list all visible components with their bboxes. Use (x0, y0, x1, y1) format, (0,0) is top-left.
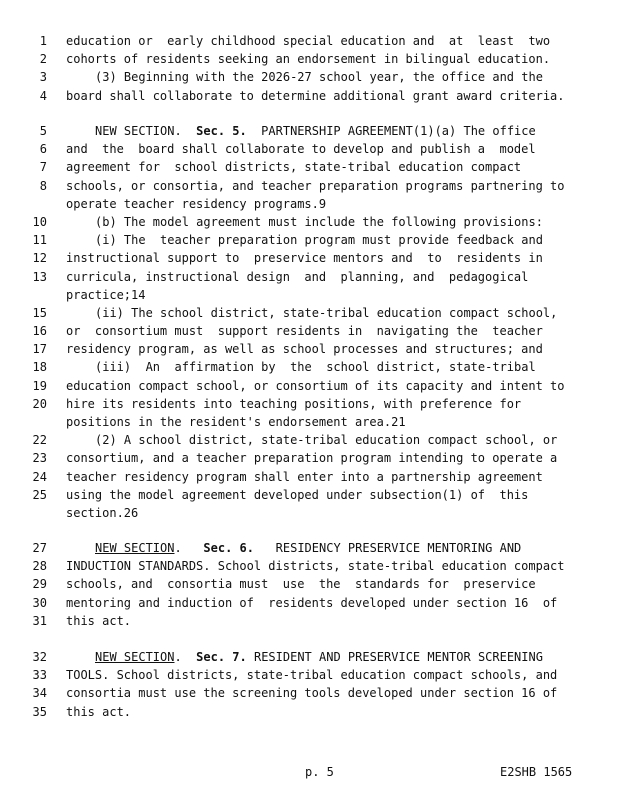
line-text: practice;14 (66, 287, 146, 302)
document-line (0, 594, 618, 612)
document-line (0, 504, 618, 522)
section-prefix: . (174, 541, 204, 555)
line-text: agreement for school districts, state-tribal education compact (66, 160, 522, 175)
line-text: (i) The teacher preparation program must provide feedback and (95, 233, 543, 248)
section-heading: RESIDENCY PRESERVICE MENTORING AND (253, 541, 522, 555)
line-text: residency program, as well as school processes and structures; and (66, 342, 543, 357)
line-text: schools, and consortia must use the standards for preservice (66, 577, 536, 592)
line-text: education compact school, or consortium of its capacity and intent to (66, 378, 565, 393)
line-number: 10 (32, 214, 47, 229)
line-number: 12 (32, 251, 47, 266)
line-number: 8 (39, 178, 47, 193)
line-number: 33 (32, 668, 47, 683)
document-line (0, 575, 618, 593)
page-number: p. 5 (305, 765, 334, 779)
line-number: 35 (32, 704, 47, 719)
document-line (0, 304, 618, 322)
new-section-label: NEW SECTION (95, 541, 175, 555)
document-line (0, 703, 618, 721)
line-number: 23 (32, 451, 47, 466)
line-number: 4 (39, 88, 47, 103)
line-text (66, 648, 543, 666)
document-line (0, 648, 618, 666)
document-line (0, 32, 618, 50)
line-number: 2 (39, 52, 47, 67)
line-text: (iii) An affirmation by the school district, state-tribal (95, 360, 536, 375)
line-number: 11 (32, 233, 47, 248)
document-line (0, 486, 618, 504)
line-text: schools, or consortia, and teacher preparation programs partnering to (66, 178, 565, 193)
document-line (0, 666, 618, 684)
line-text: cohorts of residents seeking an endorsement in bilingual education. (66, 52, 551, 67)
line-text: mentoring and induction of residents developed under section 16 of (66, 595, 558, 610)
bill-identifier: E2SHB 1565 (500, 765, 573, 779)
document-line (0, 322, 618, 340)
line-text: teacher residency program shall enter into a partnership agreement (66, 469, 543, 484)
section-prefix: . (174, 650, 197, 664)
line-number: 18 (32, 360, 47, 375)
line-text: (2) A school district, state-tribal education compact school, or (95, 433, 558, 448)
line-text: education or early childhood special education and at least two (66, 34, 551, 48)
line-number: 32 (32, 650, 47, 664)
document-line (0, 158, 618, 176)
document-line (0, 377, 618, 395)
line-text: this act. (66, 613, 132, 628)
document-line (0, 358, 618, 376)
line-text: INDUCTION STANDARDS. School districts, state-tribal education compact (66, 559, 565, 574)
section-number: Sec. 7. (196, 650, 247, 664)
line-text: this act. (66, 704, 132, 719)
line-number: 13 (32, 269, 47, 284)
line-number: 17 (32, 342, 47, 357)
line-number: 31 (32, 613, 47, 628)
line-number: 20 (32, 396, 47, 411)
document-line (0, 231, 618, 249)
line-number: 22 (32, 433, 47, 448)
line-text: hire its residents into teaching positions, with preference for (66, 396, 522, 411)
document-line (0, 140, 618, 158)
line-number: 28 (32, 559, 47, 574)
line-text: consortium, and a teacher preparation program intending to operate a (66, 451, 558, 466)
line-text: curricula, instructional design and planning, and pedagogical (66, 269, 529, 284)
document-line (0, 122, 618, 140)
line-number: 5 (39, 124, 47, 138)
document-line (0, 413, 618, 431)
line-text: TOOLS. School districts, state-tribal education compact schools, and (66, 668, 558, 683)
document-line (0, 87, 618, 105)
line-number: 24 (32, 469, 47, 484)
line-number: 1 (39, 34, 47, 48)
document-line (0, 449, 618, 467)
text-block-section-6 (0, 539, 618, 630)
section-number: Sec. 6. (203, 541, 254, 555)
text-block-section-7 (0, 648, 618, 721)
document-line (0, 468, 618, 486)
document-line (0, 213, 618, 231)
line-number: 6 (39, 142, 47, 157)
document-line (0, 340, 618, 358)
section-heading: PARTNERSHIP AGREEMENT(1)(a) The office (246, 124, 536, 138)
section-heading: RESIDENT AND PRESERVICE MENTOR SCREENING (246, 650, 543, 664)
line-number: 3 (39, 70, 47, 85)
line-number: 19 (32, 378, 47, 393)
document-line (0, 612, 618, 630)
line-number: 34 (32, 686, 47, 701)
line-number: 15 (32, 305, 47, 320)
line-text: board shall collaborate to determine additional grant award criteria. (66, 88, 565, 103)
line-text: positions in the resident's endorsement area.21 (66, 415, 406, 429)
document-line (0, 249, 618, 267)
line-text: consortia must use the screening tools developed under section 16 of (66, 686, 558, 701)
document-line (0, 557, 618, 575)
line-text: or consortium must support residents in navigating the teacher (66, 324, 543, 339)
document-line (0, 68, 618, 86)
document-line (0, 286, 618, 304)
document-line (0, 177, 618, 195)
line-text: using the model agreement developed under subsection(1) of this (66, 487, 529, 502)
line-number: 27 (32, 541, 47, 555)
document-line (0, 395, 618, 413)
line-number: 25 (32, 487, 47, 502)
document-line (0, 539, 618, 557)
document-line (0, 268, 618, 286)
line-number: 30 (32, 595, 47, 610)
new-section-label: NEW SECTION (95, 650, 175, 664)
line-text: operate teacher residency programs.9 (66, 196, 327, 211)
text-block-1 (0, 32, 618, 105)
document-line (0, 431, 618, 449)
line-text: (3) Beginning with the 2026-27 school year, the office and the (95, 70, 543, 85)
line-number: 16 (32, 324, 47, 339)
line-text (66, 539, 521, 557)
section-number: Sec. 5. (196, 124, 247, 138)
text-block-section-5 (0, 122, 618, 522)
line-text: section.26 (66, 505, 139, 520)
line-text (66, 122, 536, 140)
line-text: (b) The model agreement must include the following provisions: (95, 214, 543, 229)
line-text: (ii) The school district, state-tribal education compact school, (95, 305, 558, 320)
line-text: and the board shall collaborate to develop and publish a model (66, 142, 536, 157)
line-number: 29 (32, 577, 47, 592)
section-prefix: NEW SECTION. (95, 124, 197, 138)
document-line (0, 50, 618, 68)
document-line (0, 684, 618, 702)
document-line (0, 195, 618, 213)
line-number: 7 (39, 160, 47, 175)
line-text: instructional support to preservice mentors and to residents in (66, 251, 543, 266)
